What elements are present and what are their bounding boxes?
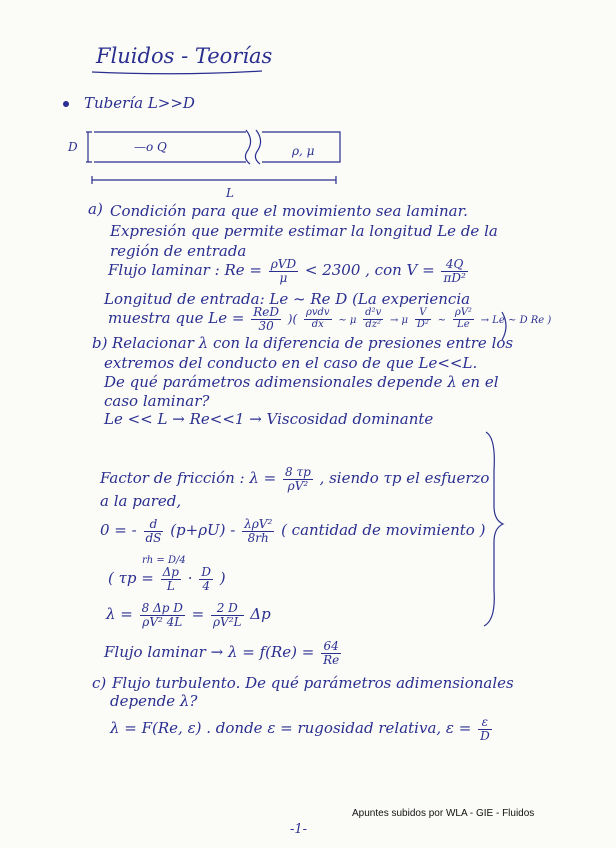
length-label: L [226,186,234,200]
tau-prefix: ( τp = [108,569,154,588]
friction-factor-definition [100,466,489,492]
momentum-equation [100,518,485,544]
part-b-line3: De qué parámetros adimensionales depende λ en el [104,373,499,391]
part-c-label: c) [92,674,107,692]
viscous-numerator: d²v [365,307,382,319]
scale-denominator: D² [416,318,429,330]
laminar-denominator: Re [323,652,340,667]
tau-denominator-2: 4 [202,578,210,593]
momentum-mid: (p+ρU) - [170,521,236,540]
friction-denominator: ρV² [287,478,309,493]
tuberia-heading: Tubería L>>D [84,94,195,112]
momentum-suffix: ( cantidad de movimiento ) [281,521,486,540]
reynolds-condition [108,258,470,284]
viscous-fraction [363,308,383,330]
entry-length-derivation: muestra que Le = $\frac{\text{ReD}}{30}$ )( $\frac{\text{ρvdv}}{dx}$ ~ μ $\frac{\text{d²v}}{\text{dz²}}$ → μ $\frac{V}{\text{D²}}$ ~ $\frac{\text{ρV²}}{Le}$ → Le ~ D Re ) [108,305,552,333]
lambda-denominator-2: ρV²L [213,614,242,629]
le-denominator: 30 [258,318,274,333]
friction-numerator: 8 τp [285,465,311,479]
bullet-dot [63,101,69,107]
convective-fraction [453,308,474,330]
footer-credit: Apuntes subidos por WLA - GIE - Fluidos [352,808,535,819]
roughness-numerator: ε [478,716,492,730]
tau-fraction-1 [161,566,181,592]
velocity-numerator: 4Q [441,258,467,272]
scale-fraction [415,308,431,330]
fluid-properties-label: ρ, μ [292,144,315,158]
part-b-line5: Le << L → Re<<1 → Viscosidad dominante [104,410,434,428]
reynolds-limit: < 2300 , con V = [304,261,435,280]
part-a-label: a) [88,200,103,218]
laminar-prefix: Flujo laminar → λ = f(Re) = [104,643,315,662]
momentum-d-denominator: dS [145,530,162,545]
diameter-label: D [68,140,78,154]
wall-term-numerator: λρV² [244,517,273,531]
part-a-line1: Condición para que el movimiento sea laminar. [110,202,468,220]
reynolds-denominator: μ [279,270,288,285]
momentum-prefix: 0 = - [100,521,137,540]
friction-suffix: , siendo τp el esfuerzo [319,469,490,488]
entry-length-line: Longitud de entrada: Le ~ Re D (La experiencia [104,290,471,308]
pared-line: a la pared, [100,492,182,510]
tau-numerator-2: D [201,565,211,579]
part-a-line3: región de entrada [110,242,247,260]
momentum-d-numerator: d [144,518,164,532]
lambda-fraction-2 [211,602,244,628]
convective-denominator: Le [457,318,470,330]
lambda-denominator-1: ρV² 4L [142,614,183,629]
flow-arrow-label: —o Q [134,140,167,154]
roughness-denominator: D [480,728,490,743]
pipe-break-2 [255,130,260,164]
laminar-numerator: 64 [321,640,341,654]
friction-fraction [283,466,313,492]
lambda-pressure-equation [106,602,271,628]
wall-stress-equation: ( τp = $\frac{\Delta p}{L}$ · $\frac{D}{4}$ ) [108,565,226,593]
laminar-friction-law [104,640,343,666]
relative-roughness-fraction [478,716,492,742]
wall-term-denominator: 8rh [247,530,269,545]
part-b-line1: Relacionar λ con la diferencia de presiones entre los [112,334,514,352]
le-fraction [251,306,281,332]
momentum-wall-term [242,518,274,544]
le-numerator: ReD [253,305,279,319]
inertia-numerator: ρvdv [305,307,330,319]
reynolds-fraction [269,258,298,284]
friction-prefix: Factor de fricción : λ = [100,469,277,488]
turbulent-friction-law [110,716,494,742]
bracket-open: )( [287,312,298,327]
lambda-fraction-1 [140,602,185,628]
right-brace [484,432,503,626]
page-number: -1- [290,822,308,837]
reynolds-prefix: Flujo laminar : Re = [108,261,262,280]
part-b-line2: extremos del conducto en el caso de que Le<<L. [104,354,478,372]
turbulent-law-text: λ = F(Re, ε) . donde ε = rugosidad relativa, ε = [110,719,472,738]
lambda-equals: = [191,605,205,624]
viscous-prefix: ~ μ [338,315,357,327]
pipe-walls-left [94,132,246,162]
lambda-suffix: Δp [250,605,271,624]
part-b-line4: caso laminar? [104,392,210,410]
pipe-break-1 [245,130,250,164]
page-title: Fluidos - Teorías [96,44,273,68]
entry-length-result: → Le ~ D Re ) [480,315,552,327]
momentum-derivative [144,518,164,544]
tau-fraction-2 [199,566,213,592]
title-underline [92,71,262,74]
lambda-numerator-1: 8 Δp D [141,601,183,615]
hydraulic-radius-note: rh = D/4 [142,555,186,566]
reynolds-numerator: ρVD [270,257,297,271]
part-c-line2: depende λ? [110,692,198,710]
muestra-prefix: muestra que Le = [108,309,245,328]
laminar-fraction [321,640,341,666]
scale-prefix: → μ [390,315,409,327]
part-b-label: b) [92,334,108,352]
part-c-line1: Flujo turbulento. De qué parámetros adimensionales [112,674,514,692]
velocity-fraction [441,258,467,284]
lambda-prefix: λ = [106,605,133,624]
viscous-denominator: dz² [365,318,382,330]
tau-numerator-1: Δp [162,565,179,579]
part-a-line2: Expresión que permite estimar la longitud Le de la [110,222,498,240]
tau-denominator-1: L [166,578,175,593]
lambda-numerator-2: 2 D [211,602,244,616]
scale-numerator: V [415,308,431,320]
inertia-denominator: dx [311,318,324,330]
velocity-denominator: πD² [443,270,466,285]
pipe-inlet-ticks [86,132,92,162]
inertia-fraction [304,308,332,330]
convective-numerator: ρV² [454,307,472,319]
tau-suffix: ) [219,569,226,588]
